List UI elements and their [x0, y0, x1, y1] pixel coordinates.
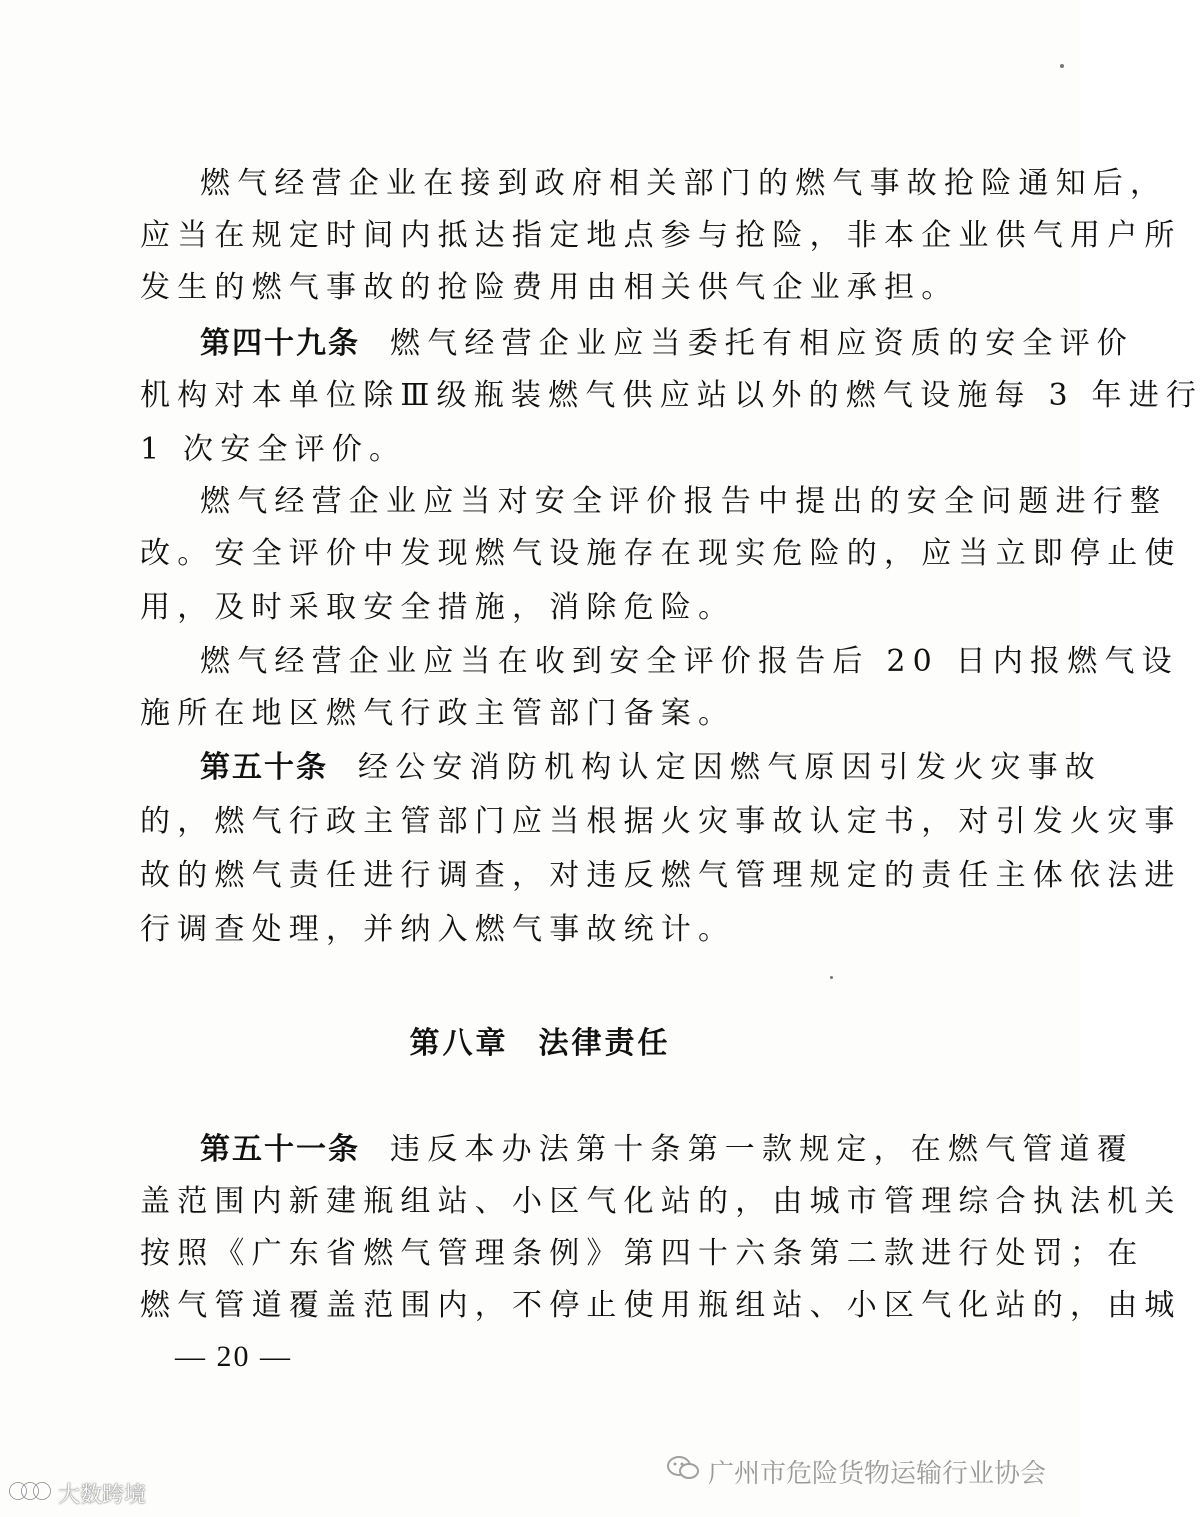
- watermark-right: [666, 1453, 1046, 1490]
- article-text: 违反本办法第十条第一款规定，在燃气管道覆: [390, 1132, 1134, 1167]
- paragraph-line: 燃气经营企业应当在收到安全评价报告后 20 日内报燃气设: [200, 644, 1179, 679]
- paragraph-line: 故的燃气责任进行调查，对违反燃气管理规定的责任主体依法进: [140, 858, 1182, 893]
- paragraph-line: 用，及时采取安全措施，消除危险。: [140, 590, 736, 625]
- paragraph-line: 燃气经营企业在接到政府相关部门的燃气事故抢险通知后，: [200, 166, 1168, 201]
- paragraph-line: 发生的燃气事故的抢险费用由相关供气企业承担。: [140, 270, 959, 305]
- article-label: 第五十一条: [200, 1132, 360, 1167]
- page-number: — 20 —: [175, 1340, 292, 1373]
- paragraph-line: 盖范围内新建瓶组站、小区气化站的，由城市管理综合执法机关: [140, 1184, 1182, 1219]
- paragraph-line: 按照《广东省燃气管理条例》第四十六条第二款进行处罚；在: [140, 1236, 1145, 1271]
- brand-logo-icon: [8, 1479, 52, 1509]
- article-50-first-line: [200, 748, 1102, 788]
- scan-speck: [830, 976, 833, 979]
- article-label: 第四十九条: [200, 326, 360, 361]
- paragraph-line: 施所在地区燃气行政主管部门备案。: [140, 696, 736, 731]
- article-text: 燃气经营企业应当委托有相应资质的安全评价: [390, 326, 1134, 361]
- paragraph-line: 燃气管道覆盖范围内，不停止使用瓶组站、小区气化站的，由城: [140, 1288, 1182, 1323]
- watermark-left-text: 大数跨境: [58, 1483, 147, 1508]
- paragraph-line: 行调查处理，并纳入燃气事故统计。: [140, 912, 736, 947]
- chapter-number: 第八章: [409, 1026, 509, 1061]
- paragraph-line: 的，燃气行政主管部门应当根据火灾事故认定书，对引发火灾事: [140, 804, 1182, 839]
- paragraph-line: 1 次安全评价。: [140, 432, 407, 467]
- watermark-right-text: 广州市危险货物运输行业协会: [707, 1459, 1046, 1489]
- article-49-first-line: [200, 324, 1134, 364]
- paragraph-line: 应当在规定时间内抵达指定地点参与抢险，非本企业供气用户所: [140, 218, 1182, 253]
- paragraph-line: 燃气经营企业应当对安全评价报告中提出的安全问题进行整: [200, 484, 1168, 519]
- chapter-heading: [0, 1018, 1080, 1062]
- paragraph-line: 机构对本单位除Ⅲ级瓶装燃气供应站以外的燃气设施每 3 年进行: [140, 378, 1203, 413]
- scan-speck: [1060, 64, 1064, 68]
- article-label: 第五十条: [200, 750, 328, 785]
- wechat-icon: [666, 1454, 700, 1489]
- paragraph-line: 改。安全评价中发现燃气设施存在现实危险的，应当立即停止使: [140, 536, 1182, 571]
- watermark-left: [8, 1478, 146, 1509]
- article-text: 经公安消防机构认定因燃气原因引发火灾事故: [358, 750, 1102, 785]
- article-51-first-line: [200, 1130, 1134, 1170]
- chapter-title: 法律责任: [538, 1026, 671, 1061]
